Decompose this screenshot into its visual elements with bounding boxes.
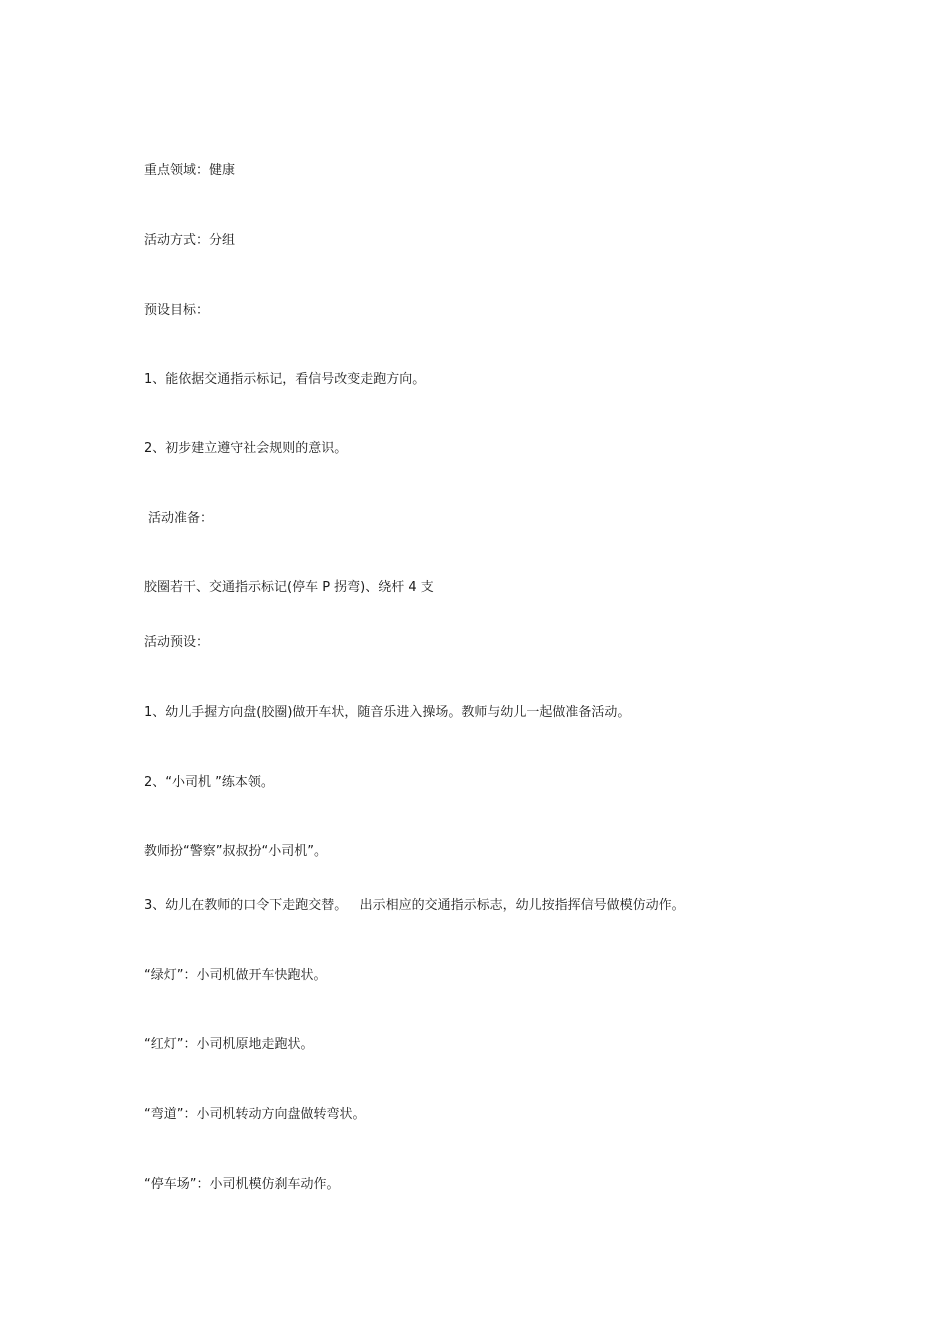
- activity-mode-line: 活动方式：分组: [144, 233, 236, 248]
- preparation-heading: 活动准备：: [148, 511, 214, 526]
- goals-heading: 预设目标：: [144, 303, 210, 318]
- signal-red-light: “红灯”：小司机原地走跑状。: [144, 1037, 314, 1052]
- signal-parking: “停车场”：小司机模仿刹车动作。: [144, 1177, 340, 1192]
- focus-area-line: 重点领域：健康: [144, 163, 236, 178]
- goal-item-1: 1、能依据交通指示标记，看信号改变走跑方向。: [144, 372, 426, 387]
- signal-green-light: “绿灯”：小司机做开车快跑状。: [144, 968, 327, 983]
- preparation-materials: 胶圈若干、交通指示标记(停车 P 拐弯)、绕杆 4 支: [144, 580, 434, 595]
- procedure-step-1: 1、幼儿手握方向盘(胶圈)做开车状，随音乐进入操场。教师与幼儿一起做准备活动。: [144, 705, 631, 720]
- procedure-step-3: 3、幼儿在教师的口令下走跑交替。 出示相应的交通指示标志，幼儿按指挥信号做模仿动作。: [144, 898, 685, 913]
- teacher-role-line: 教师扮“警察”叔叔扮“小司机”。: [144, 844, 327, 859]
- signal-curve: “弯道”：小司机转动方向盘做转弯状。: [144, 1107, 366, 1122]
- goal-item-2: 2、初步建立遵守社会规则的意识。: [144, 441, 348, 456]
- procedure-heading: 活动预设：: [144, 635, 210, 650]
- procedure-step-2: 2、“小司机 ”练本领。: [144, 775, 274, 790]
